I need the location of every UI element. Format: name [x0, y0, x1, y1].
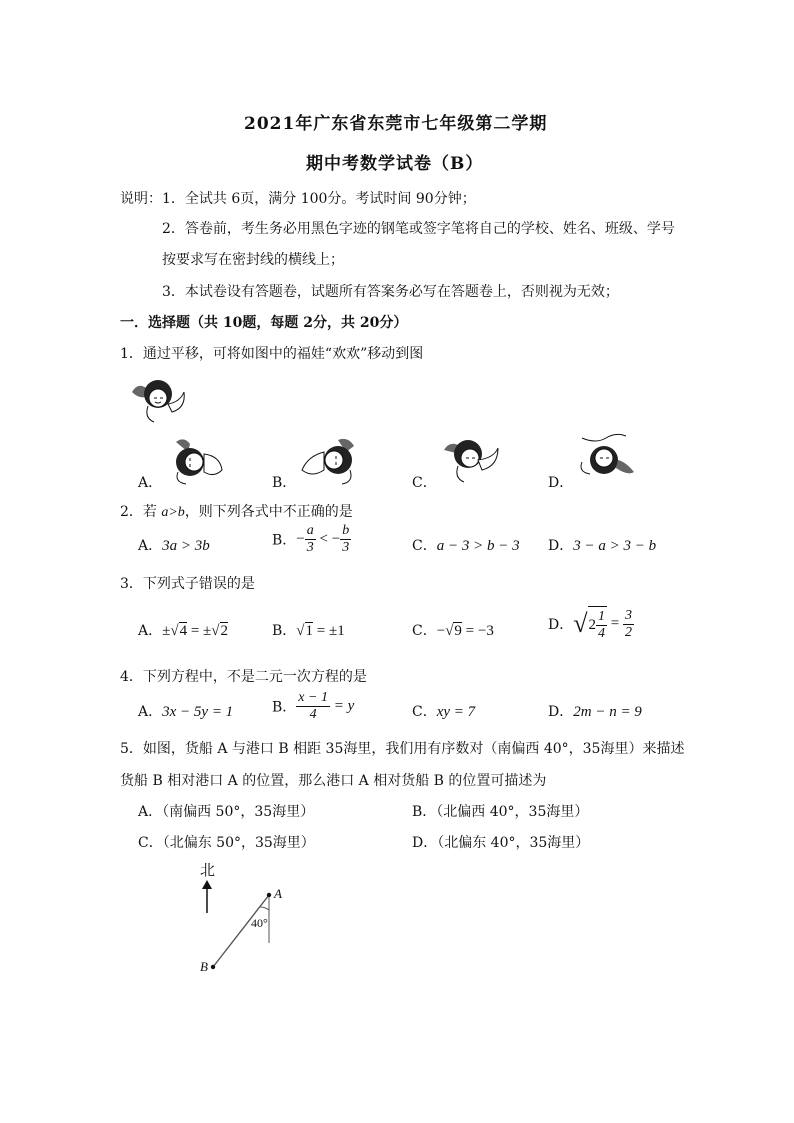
q3-option-b: B．√1 = ±1	[272, 623, 345, 639]
q2-option-a: A．3a > 3b	[138, 538, 210, 554]
instructions-line-2: 2．答卷前，考生务必用黑色字迹的钢笔或签字笔将自己的学校、姓名、班级、学号	[162, 221, 675, 237]
q5-option-b: B．（北偏西 40°，35海里）	[412, 804, 589, 820]
q4-option-d: D．2m − n = 9	[548, 704, 642, 720]
title-line-2: 期中考数学试卷（B）	[306, 154, 484, 174]
q2-stem: 2．若 a>b，则下列各式中不正确的是	[120, 504, 353, 520]
q3-option-c: C．−√9 = −3	[412, 623, 494, 639]
section-title: 一．选择题（共 10题，每题 2分，共 20分）	[120, 315, 408, 331]
q5-stem-line-2: 货船 B 相对港口 A 的位置，那么港口 A 相对货船 B 的位置可描述为	[120, 773, 547, 789]
q5-option-d: D．（北偏东 40°，35海里）	[412, 835, 590, 851]
q1-original-doll-image	[128, 374, 188, 424]
q4-option-c: C．xy = 7	[412, 704, 476, 720]
q4-stem: 4．下列方程中，不是二元一次方程的是	[120, 669, 367, 685]
point-b	[211, 965, 215, 969]
q1-stem: 1．通过平移，可将如图中的福娃“欢欢”移动到图	[120, 346, 424, 362]
q3-option-a: A．±√4 = ±√2	[138, 623, 229, 639]
q1-option-a-image	[166, 436, 226, 486]
instructions-line-1: 说明：1．全试共 6页，满分 100分。考试时间 90分钟；	[120, 191, 476, 207]
angle-arc	[260, 907, 269, 910]
title-line-1: 2021年广东省东莞市七年级第二学期	[244, 114, 548, 134]
q1-option-d-image	[576, 432, 636, 482]
point-a-label: A	[274, 886, 282, 901]
segment-ab	[213, 895, 269, 967]
north-label: 北	[200, 861, 216, 879]
north-arrow-head	[202, 880, 212, 889]
instructions-line-3: 按要求写在密封线的横线上；	[162, 252, 344, 268]
q1-option-c-image	[440, 436, 500, 486]
q4-option-b: B． $\frac{x - 1}{4}$ = y	[272, 690, 355, 722]
q5-stem-line-1: 5．如图，货船 A 与港口 B 相距 35海里，我们用有序数对（南偏西 40°，35海里）来描述	[120, 741, 685, 757]
q2-option-d: D．3 − a > 3 − b	[548, 538, 657, 554]
q5-option-c: C．（北偏东 50°，35海里）	[138, 835, 315, 851]
q2-option-b: B．− $\frac{a}{3}$ < − $\frac{b}{3}$	[272, 523, 350, 555]
q4-option-a: A．3x − 5y = 1	[138, 704, 234, 720]
q1-option-c-label: C．	[412, 475, 437, 491]
point-b-label: B	[200, 959, 208, 974]
q1-option-b-label: B．	[272, 475, 297, 491]
q1-option-a-label: A．	[138, 475, 163, 491]
point-a	[267, 893, 271, 897]
q1-option-b-image	[298, 436, 358, 486]
angle-label: 40°	[251, 916, 268, 930]
q5-figure	[190, 858, 300, 978]
instructions-line-4: 3．本试卷设有答题卷，试题所有答案务必写在答题卷上，否则视为无效；	[162, 284, 619, 300]
q3-option-d: D．√2 $\frac{1}{4}$ = $\frac{3}{2}$	[548, 607, 632, 641]
q5-option-a: A．（南偏西 50°，35海里）	[138, 804, 315, 820]
q3-stem: 3．下列式子错误的是	[120, 576, 255, 592]
q1-option-d-label: D．	[548, 475, 574, 491]
q2-option-c: C．a − 3 > b − 3	[412, 538, 520, 554]
